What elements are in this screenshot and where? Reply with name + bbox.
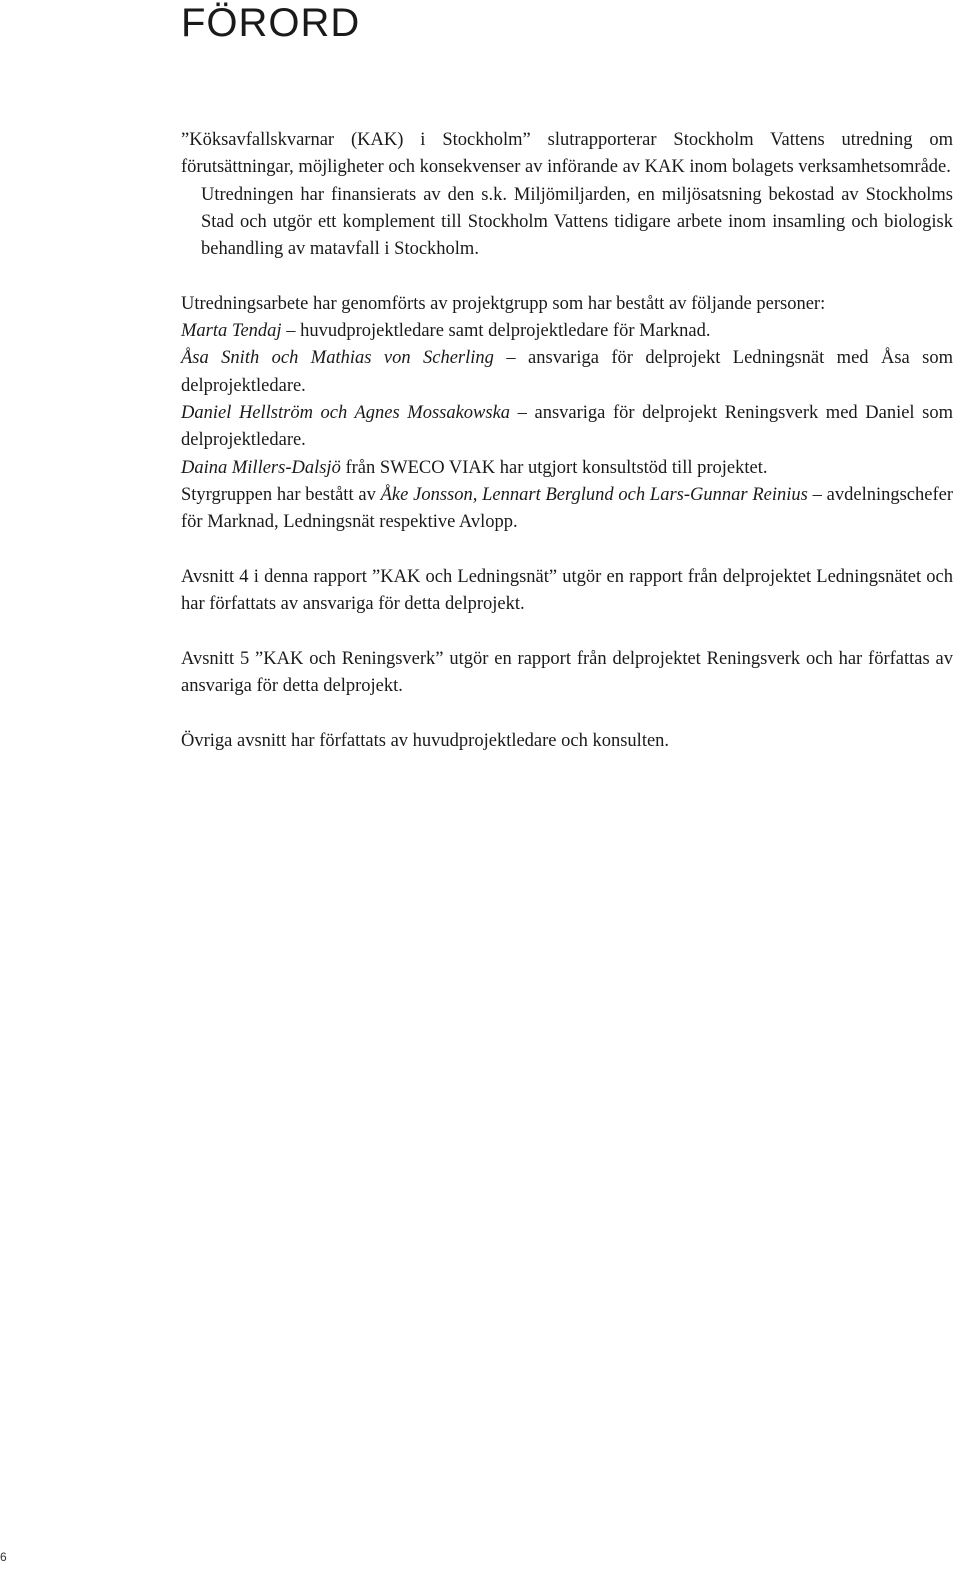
project-group-intro: Utredningsarbete har genomförts av projektgrupp som har bestått av följande personer: — [181, 293, 826, 314]
role-description: – huvudprojektledare samt delprojektledare för Marknad. — [286, 321, 711, 342]
paragraph-gap — [181, 618, 953, 645]
role-description: från SWECO VIAK har utgjort konsultstöd till projektet. — [345, 457, 768, 478]
paragraph-intro: ”Köksavfallskvarnar (KAK) i Stockholm” slutrapporterar Stockholm Vattens utredning om förutsättningar, möjligheter och konsekvenser av införande av KAK inom bolagets verksamhetsområde. — [181, 130, 953, 178]
paragraph-project-group — [181, 291, 953, 537]
role-description: – ansvariga för delprojekt Ledningsnät med Åsa som delprojektledare. — [181, 348, 954, 396]
paragraph-section-5: Avsnitt 5 ”KAK och Reningsverk” utgör en rapport från delprojektet Reningsverk och har författas av ansvariga för detta delprojekt. — [181, 648, 953, 696]
paragraph-funding: Utredningen har finansierats av den s.k. Miljömiljarden, en miljösatsning bekostad av Stockholms Stad och utgör ett komplement till Stockholm Vattens tidigare arbete inom insamling och biologisk behandling av matavfall i Stockholm. — [201, 184, 953, 260]
paragraph-gap — [181, 263, 953, 290]
paragraph-section-4: Avsnitt 4 i denna rapport ”KAK och Ledningsnät” utgör en rapport från delprojektet Ledningsnätet och har författats av ansvariga för detta delprojekt. — [181, 566, 953, 615]
role-names: Åsa Snith och Mathias von Scherling — [181, 348, 494, 369]
steering-group-names: Åke Jonsson, Lennart Berglund och Lars-Gunnar Reinius — [380, 484, 808, 505]
role-names: Daniel Hellström och Agnes Mossakowska — [181, 402, 511, 423]
paragraph-other-sections: Övriga avsnitt har författats av huvudprojektledare och konsulten. — [181, 730, 670, 751]
page-number: 6 — [0, 1550, 7, 1564]
steering-group-intro: Styrgruppen har bestått av — [181, 484, 376, 505]
role-names: Marta Tendaj — [181, 321, 282, 342]
role-description: – ansvariga för delprojekt Reningsverk med Daniel som delprojektledare. — [181, 402, 953, 451]
paragraph-gap — [181, 700, 953, 727]
document-body — [181, 127, 953, 755]
page-title: FÖRORD — [181, 1, 361, 45]
steering-group-description: – avdelningschefer för Marknad, Ledningsnät respektive Avlopp. — [181, 484, 954, 533]
paragraph-gap — [181, 536, 953, 563]
role-names: Daina Millers-Dalsjö — [181, 457, 341, 478]
